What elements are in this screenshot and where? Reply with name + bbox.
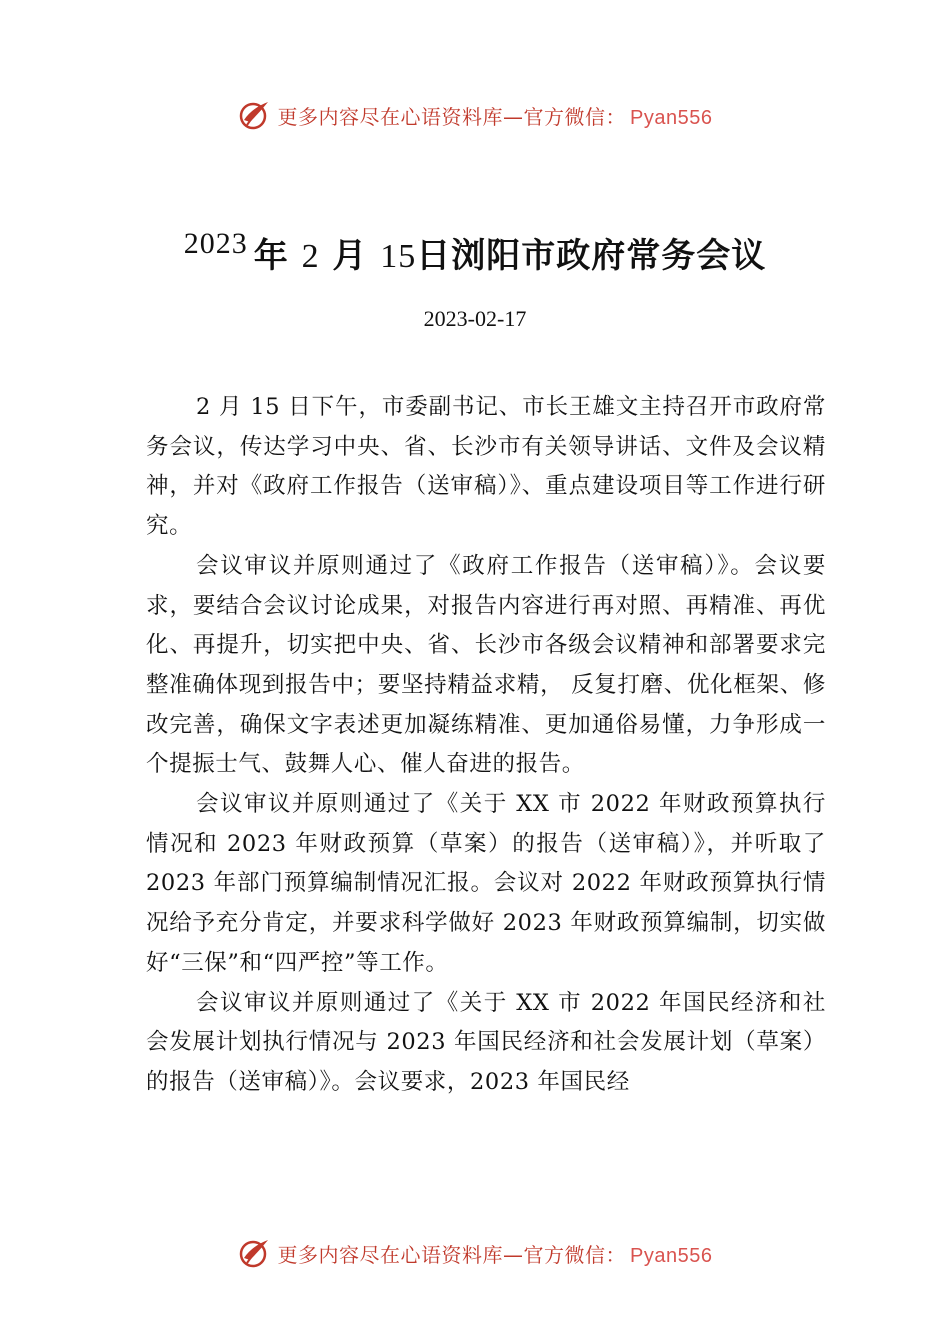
paragraph: 会议审议并原则通过了《关于 XX 市 2022 年国民经济和社会发展计划执行情况与 2023 年国民经济和社会发展计划（草案）的报告（送审稿）》。会议要求，2023 年国民经 bbox=[146, 989, 826, 1095]
banner-text: 更多内容尽在心语资料库—官方微信： Pyan556 bbox=[277, 104, 713, 129]
publish-date: 2023-02-17 bbox=[423, 306, 527, 331]
quill-logo-icon bbox=[238, 98, 272, 132]
paragraph: 会议审议并原则通过了《政府工作报告（送审稿）》。会议要求，要结合会议讨论成果，对报告内容进行再对照、再精准、再优化、再提升，切实把中央、省、长沙市各级会议精神和部署要求完整准确体现到报告中；要坚持精益求精， 反复打磨、优化框架、修改完善，确保文字表述更加凝练精准、更加通俗易懂，力争形成一个提振士气、鼓舞人心、催人奋进的报告。 bbox=[146, 552, 826, 778]
paragraph: 2 月 15 日下午，市委副书记、市长王雄文主持召开市政府常务会议，传达学习中央、省、长沙市有关领导讲话、文件及会议精神，并对《政府工作报告（送审稿）》、重点建设项目等工作进行研究。 bbox=[146, 394, 826, 540]
quill-logo-icon bbox=[238, 1236, 272, 1270]
paragraph: 会议审议并原则通过了《关于 XX 市 2022 年财政预算执行情况和 2023 年财政预算（草案）的报告（送审稿）》，并听取了 2023 年部门预算编制情况汇报。会议对 2022 年财政预算执行情况给予充分肯定，并要求科学做好 2023 年财政预算编制，切实做好“三保”和“四严控”等工作。 bbox=[146, 791, 826, 976]
footer-banner bbox=[0, 1233, 950, 1273]
banner-text: 更多内容尽在心语资料库—官方微信： Pyan556 bbox=[277, 1242, 713, 1267]
page-title: 2023 年 2 月 15日浏阳市政府常务会议 bbox=[183, 227, 767, 276]
header-banner bbox=[0, 95, 950, 135]
article-body bbox=[146, 388, 826, 1103]
